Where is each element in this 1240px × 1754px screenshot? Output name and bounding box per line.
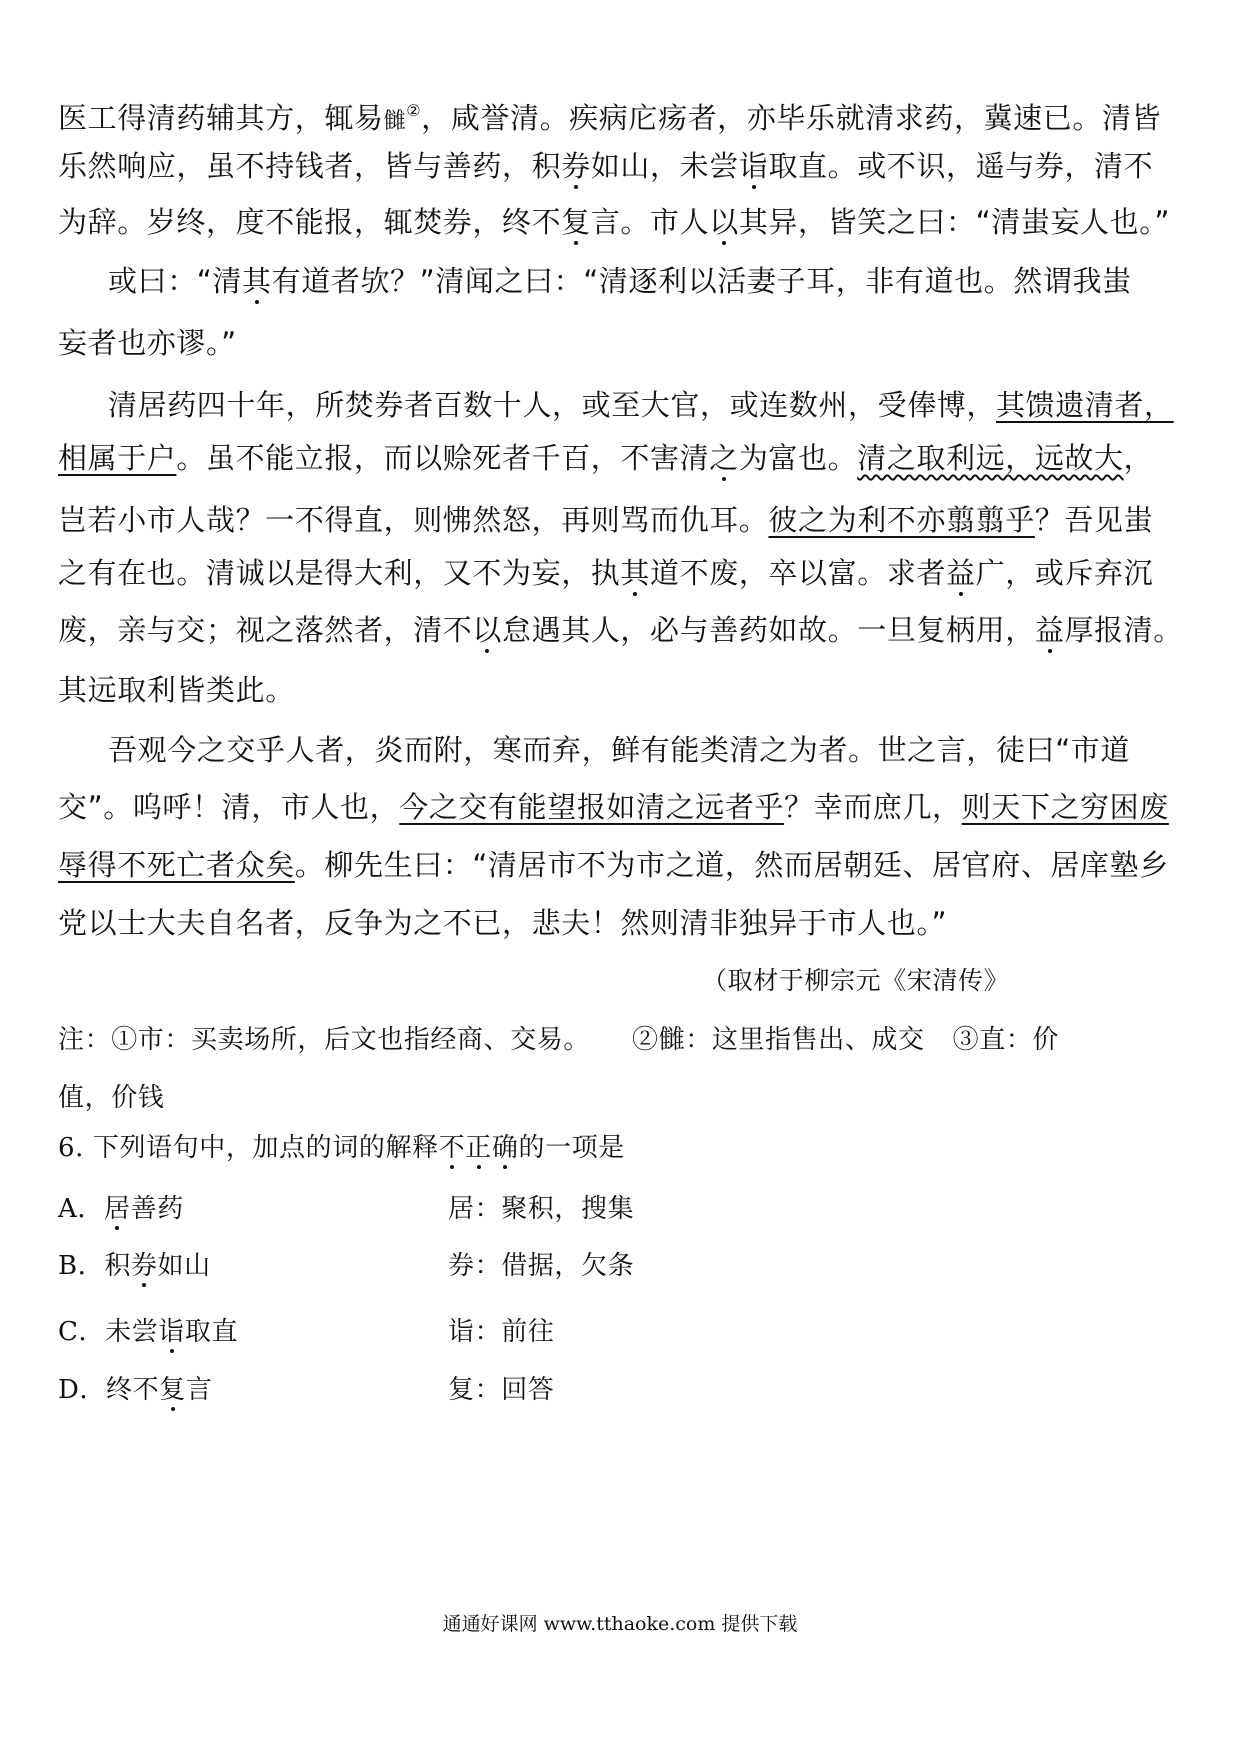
dotted-char: 以 (709, 205, 739, 239)
dotted-char: 券 (561, 149, 591, 183)
option-a-gloss: 居：聚积，搜集 (448, 1194, 635, 1224)
passage-line-9: 之有在也。清诚以是得大利，又不为妄，执其道不废，卒以富。求者益广，或斥弃沉 (58, 556, 1154, 590)
source-citation: （取材于柳宗元《宋清传》 (702, 966, 1010, 995)
underlined-sentence: 辱得不死亡者众矣 (58, 848, 295, 882)
dotted-char: 益 (1034, 613, 1065, 647)
note-1: 注：①市：买卖场所，后文也指经商、交易。 (58, 1025, 591, 1055)
notes-line-2: 值，价钱 (58, 1083, 165, 1113)
wavy-underlined-sentence: 清之取利远，远故大 (857, 441, 1124, 475)
option-b-gloss: 券：借据，欠条 (448, 1251, 635, 1281)
dotted-char: 之 (709, 441, 739, 475)
passage-line-8: 岂若小市人哉？一不得直，则怫然怒，再则骂而仇耳。彼之为利不亦翦翦乎？吾见蚩 (58, 503, 1154, 537)
underlined-sentence: 则天下之穷困废 (961, 790, 1169, 824)
passage-line-12: 吾观今之交乎人者，炎而附，寒而弃，鲜有能类清之为者。世之言，徒曰“市道 (108, 733, 1131, 767)
option-b: B．积券如山 券：借据，欠条 (58, 1246, 1188, 1286)
emphasized-char: 雠 (383, 109, 407, 134)
notes-line-1 (58, 1020, 1188, 1060)
option-c: C．未尝诣取直 诣：前往 (58, 1312, 1188, 1352)
option-d: D．终不复言 复：回答 (58, 1370, 1188, 1410)
option-d-gloss: 复：回答 (448, 1375, 555, 1405)
note-2: ②雠：这里指售出、成交 (632, 1025, 925, 1055)
passage-line-3: 为辞。岁终，度不能报，辄焚券，终不复言。市人以其异，皆笑之曰：“清蚩妄人也。” (58, 205, 1170, 239)
underlined-sentence: 其馈遗清者， (996, 388, 1174, 422)
underlined-sentence: 今之交有能望报如清之远者乎 (399, 790, 785, 824)
passage-line-6: 清居药四十年，所焚券者百数十人，或至大官，或连数州，受俸博，其馈遗清者， (108, 388, 1174, 422)
dotted-char: 居 (103, 1194, 131, 1224)
passage-line-13: 交”。呜呼！清，市人也，今之交有能望报如清之远者乎？幸而庶几，则天下之穷困废 (58, 790, 1169, 824)
question-stem: 6. 下列语句中，加点的词的解释不正确的一项是 (58, 1133, 625, 1163)
passage-line-10: 废，亲与交；视之落然者，清不以怠遇其人，必与善药如故。一旦复柄用，益厚报清。 (58, 613, 1183, 647)
dotted-char: 益 (946, 556, 976, 590)
passage-line-15: 党以士大夫自名者，反争为之不已，悲夫！然则清非独异于市人也。” (58, 906, 948, 940)
underlined-sentence: 彼之为利不亦翦翦乎 (768, 503, 1035, 537)
passage-line-4: 或曰：“清其有道者欤？”清闻之曰：“清逐利以活妻子耳，非有道也。然谓我蚩 (108, 264, 1132, 298)
dotted-char: 诣 (738, 149, 769, 183)
dotted-char: 其 (242, 264, 272, 298)
note-marker: ② (406, 101, 422, 120)
passage-line-14: 辱得不死亡者众矣。柳先生曰：“清居市不为市之道，然而居朝廷、居官府、居庠塾乡 (58, 848, 1169, 882)
passage-line-5: 妄者也亦谬。” (58, 326, 237, 360)
dotted-char: 以 (472, 613, 503, 647)
dotted-char: 复 (561, 205, 591, 239)
dotted-char: 复 (159, 1375, 186, 1405)
dotted-char: 诣 (158, 1317, 185, 1347)
dotted-char: 其 (620, 556, 651, 590)
dotted-char: 正 (465, 1133, 492, 1163)
dotted-char: 不 (438, 1133, 466, 1163)
option-c-gloss: 诣：前往 (448, 1317, 555, 1347)
passage-line-7: 相属于户。虽不能立报，而以赊死者千百，不害清之为富也。清之取利远，远故大， (58, 441, 1154, 475)
dotted-char: 确 (491, 1133, 519, 1163)
note-3: ③直：价 (952, 1025, 1060, 1055)
dotted-char: 券 (130, 1251, 158, 1281)
option-a: A．居善药 居：聚积，搜集 (58, 1189, 1188, 1229)
passage-line-1: 医工得清药辅其方，辄易雠②，咸誉清。疾病庀疡者，亦毕乐就清求药，冀速已。清皆 (58, 101, 1162, 135)
footer-watermark: 通通好课网 www.tthaoke.com 提供下载 (442, 1613, 798, 1635)
passage-line-2: 乐然响应，虽不持钱者，皆与善药，积券如山，未尝诣取直。或不识，遥与券，清不 (58, 149, 1154, 183)
underlined-sentence: 相属于户 (58, 441, 177, 475)
passage-line-11: 其远取利皆类此。 (58, 673, 295, 707)
